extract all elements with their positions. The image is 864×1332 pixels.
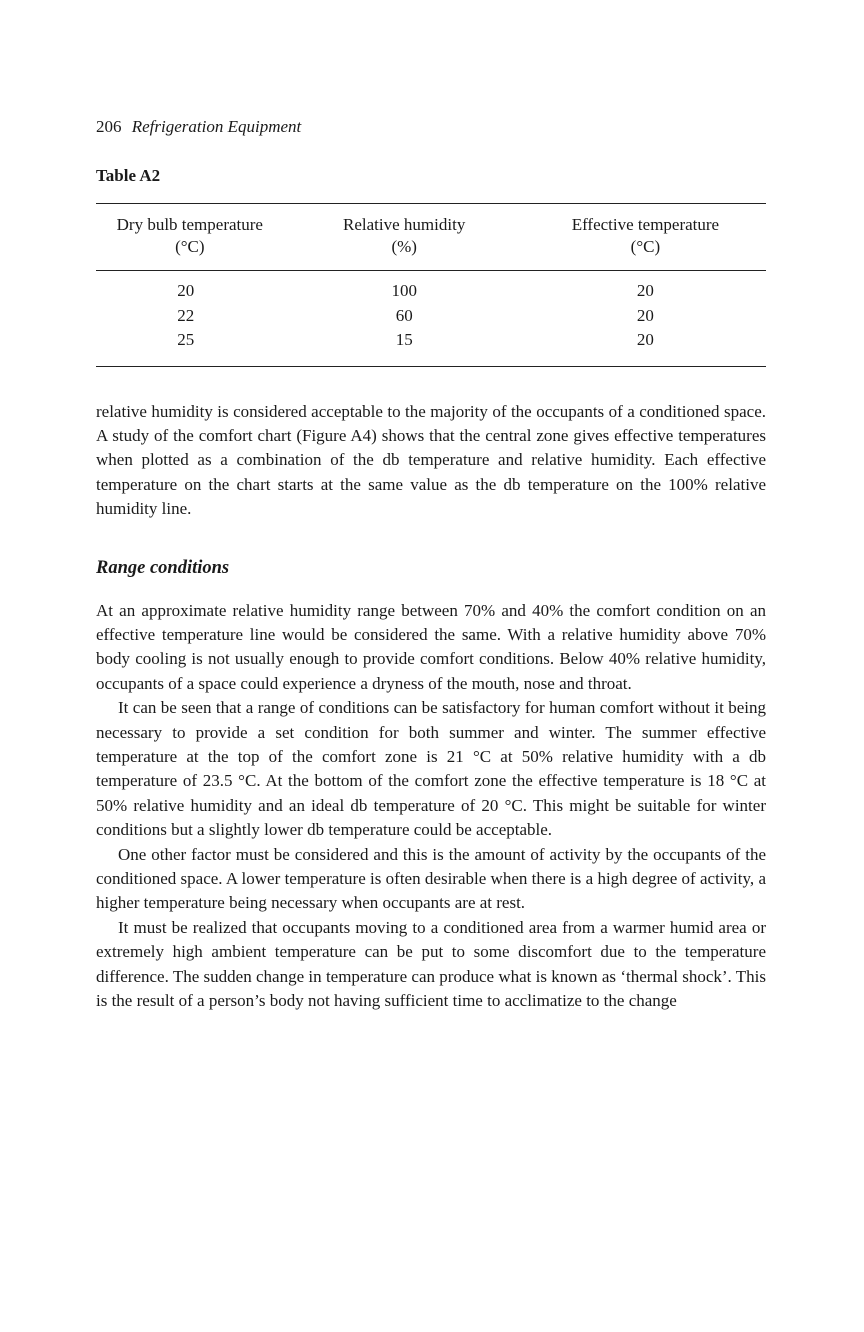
header-label: Relative humidity [343,215,466,234]
table-cell: 100 [391,281,417,300]
header-label: Effective temperature [571,215,720,234]
header-effective-temperature [525,214,766,258]
table-body [96,271,766,366]
table-title: Table A2 [96,166,161,185]
page [96,116,766,1013]
table-cell: 60 [395,305,413,325]
table-cell: 20 [636,330,654,349]
table-header [96,204,766,270]
table-cell: 15 [395,330,413,349]
header-label: Dry bulb temperature [116,215,263,234]
header-dry-bulb [96,214,284,258]
header-unit: (°C) [175,237,205,256]
table-row [96,304,766,329]
book-title: Refrigeration Equipment [131,117,302,136]
page-number: 206 [96,117,122,136]
header-unit: (%) [391,237,417,256]
table-cell: 20 [177,281,195,300]
table-cell: 20 [636,305,654,325]
body-paragraph: It must be realized that occupants moving to a conditioned area from a warmer humid area or extremely high ambient temperature can be put to some discomfort due to the temperature difference. The sudden change in temperature can produce what is known as ‘thermal shock’. This is the result of a person’s body not having sufficient time to acclimatize to the change [96,917,766,1011]
body-paragraph: At an approximate relative humidity range between 70% and 40% the comfort condition on an effective temperature line would be considered the same. With a relative humidity above 70% body cooling is not usually enough to provide comfort conditions. Below 40% relative humidity, occupants of a space could experience a dryness of the mouth, nose and throat. [96,600,766,693]
body-paragraph: One other factor must be considered and this is the amount of activity by the occupants of the conditioned space. A lower temperature is often desirable when there is a high degree of activity, a higher temperature being necessary when occupants are at rest. [96,844,766,913]
table-bottom-rule [96,366,766,367]
body-paragraph: relative humidity is considered acceptable to the majority of the occupants of a conditioned space. A study of the comfort chart (Figure A4) shows that the central zone gives effective temperatures when plotted as a combination of the db temperature and relative humidity. Each effective temperature on the chart starts at the same value as the db temperature on the 100% relative humidity line. [96,401,766,519]
header-relative-humidity [284,214,525,258]
section-heading: Range conditions [96,557,230,578]
table-row [96,328,766,353]
table-row [96,279,766,304]
running-head [96,116,766,138]
table-cell: 22 [177,305,195,325]
body-paragraph: It can be seen that a range of conditions can be satisfactory for human comfort without it being necessary to provide a set condition for both summer and winter. The summer effective temperature at the top of the comfort zone is 21 °C at 50% relative humidity with a db temperature of 23.5 °C. At the bottom of the comfort zone the effective temperature is 18 °C at 50% relative humidity and an ideal db temperature of 20 °C. This might be suitable for winter conditions but a slightly lower db temperature could be acceptable. [96,698,766,840]
table-cell: 20 [636,281,654,300]
table-cell: 25 [177,330,195,349]
header-unit: (°C) [630,237,661,256]
